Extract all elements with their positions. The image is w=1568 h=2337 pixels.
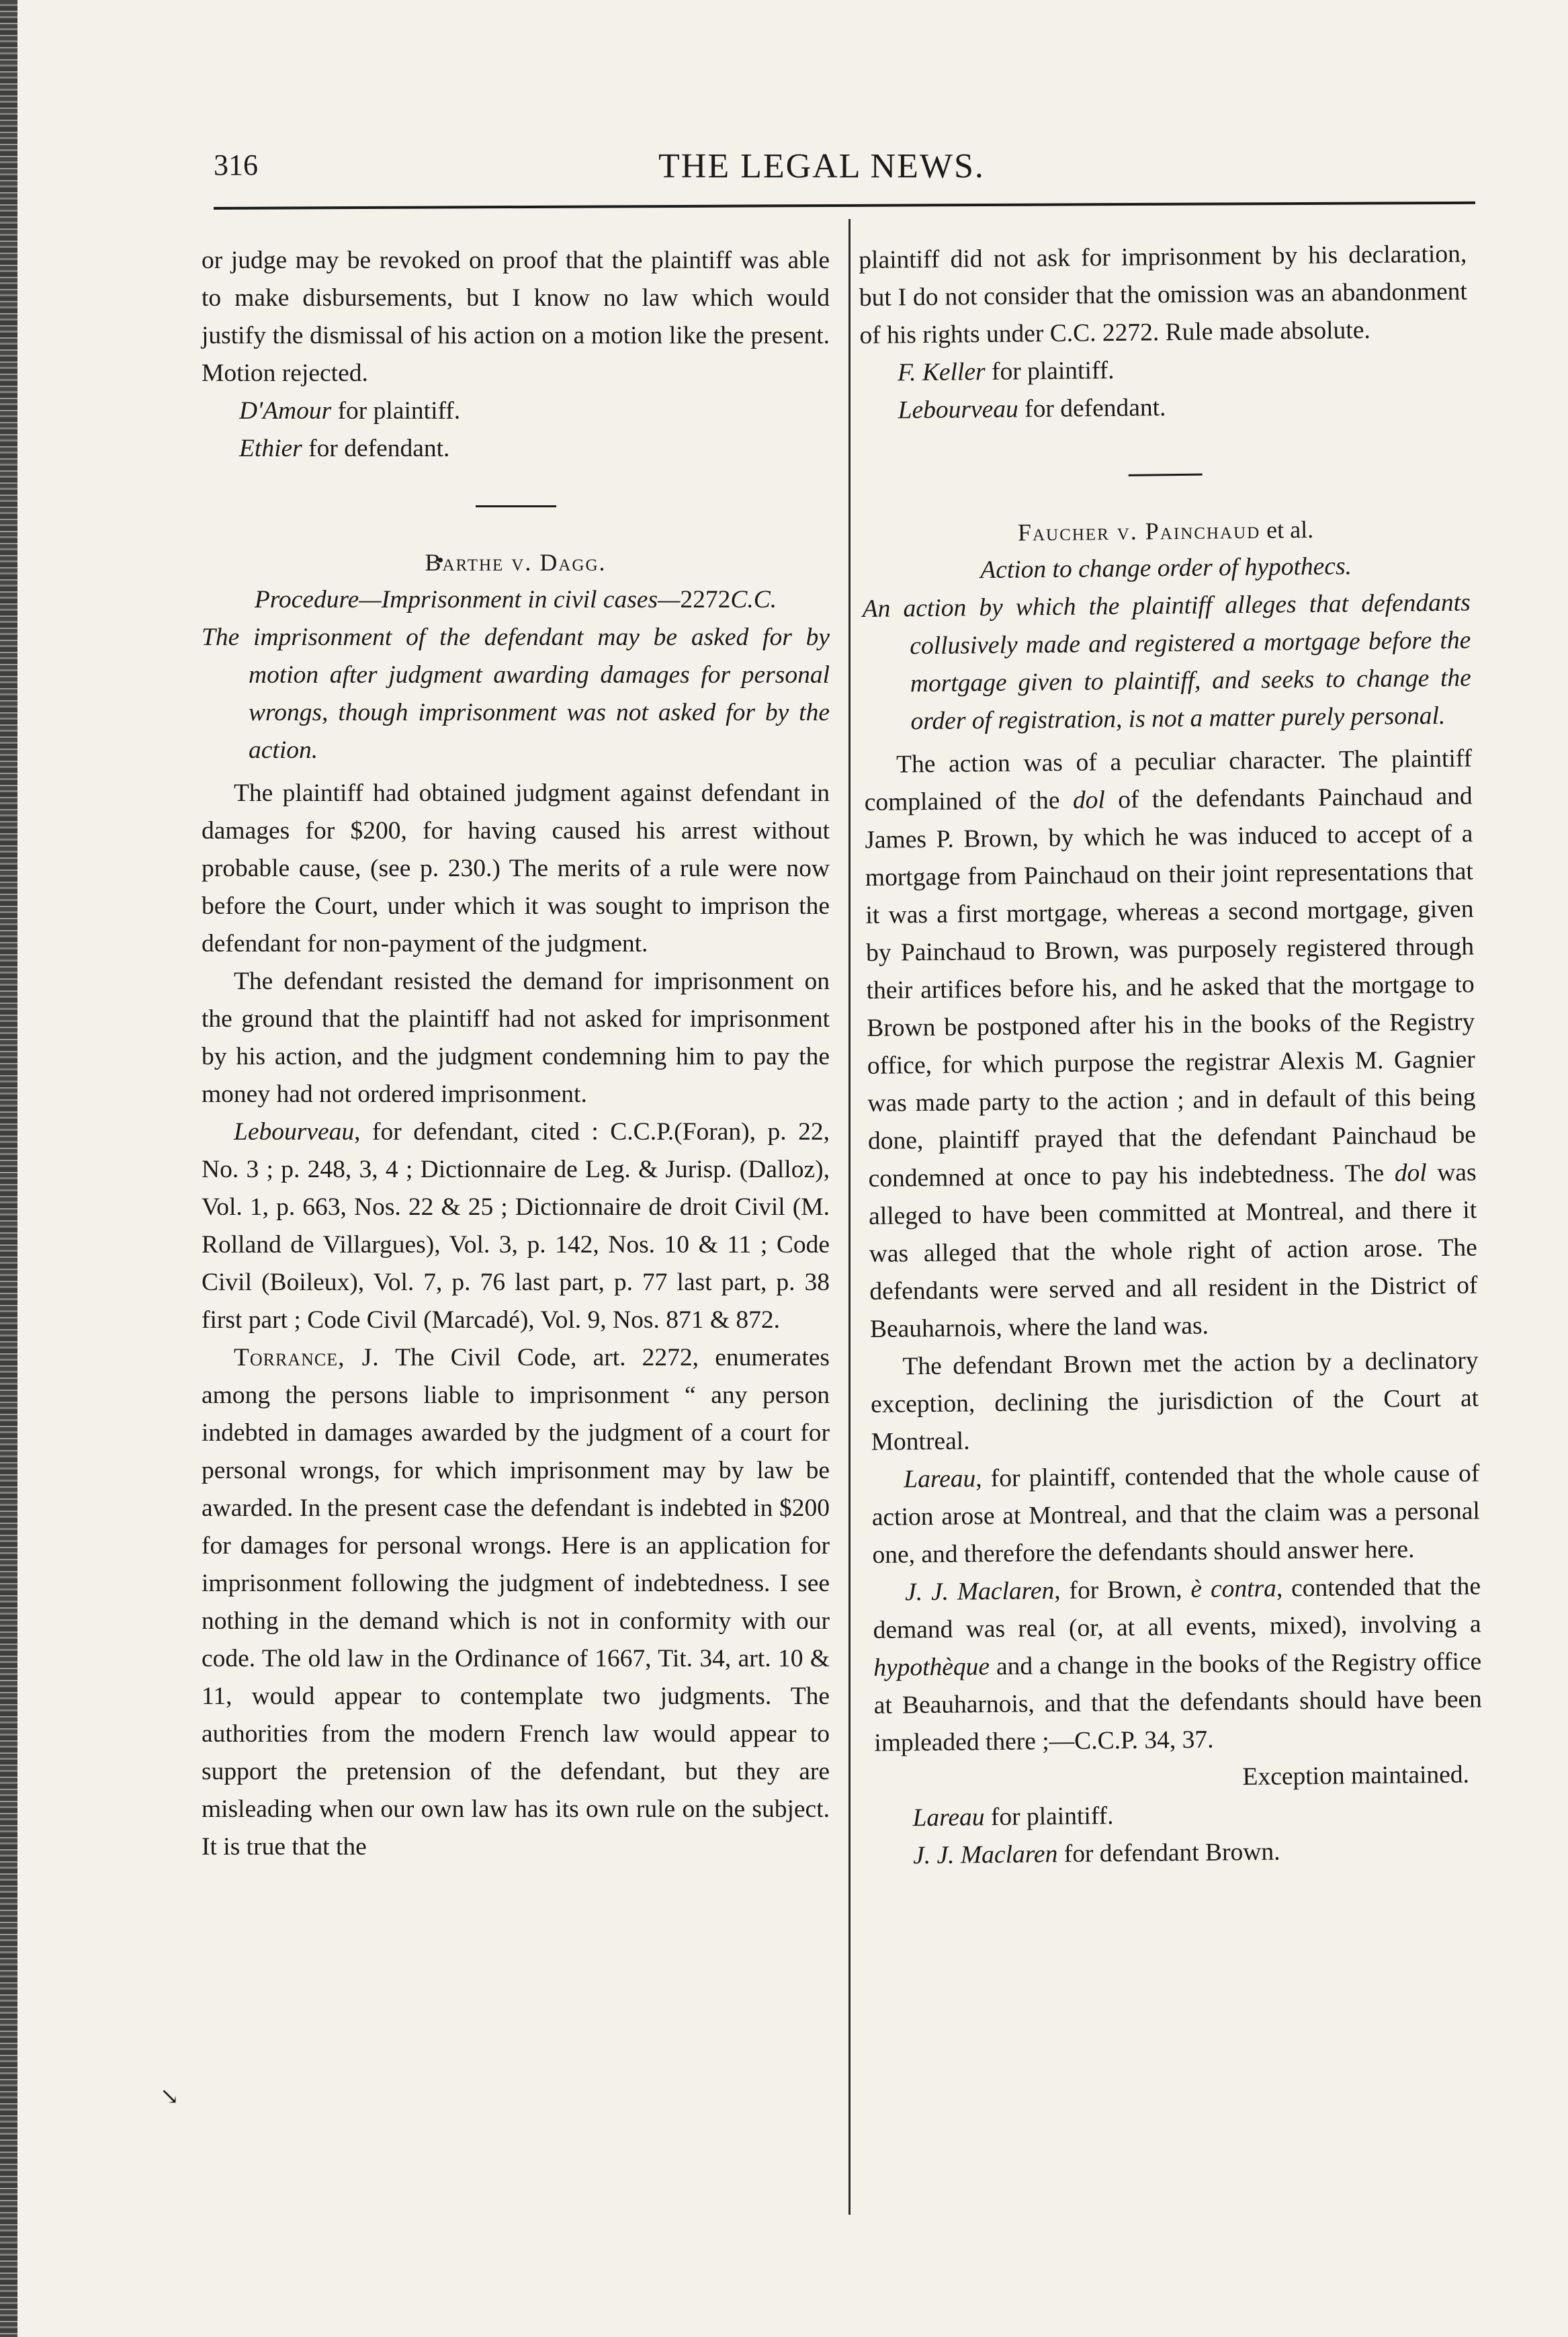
right-counsel-plaintiff-2 bbox=[875, 1793, 1483, 1837]
paragraph bbox=[873, 1568, 1483, 1762]
counsel-name: J. J. Maclaren bbox=[912, 1840, 1058, 1870]
paragraph bbox=[871, 1455, 1481, 1574]
journal-title: THE LEGAL NEWS. bbox=[658, 147, 985, 185]
text-run: The action was of a peculiar character. The plaintiff complained of the bbox=[864, 745, 1473, 816]
right-column bbox=[859, 236, 1483, 1875]
judgment-text: The Civil Code, art. 2272, enumerates among the persons liable to imprisonment “ any person indebted in damages awarded by the judgment of a court for personal wrongs, for which imprisonment may by law be awarded. In the present case the defendant is indebted in $200 for damages for personal wrongs. Here is an application for imprisonment following the judgment of indebtedness. I see nothing in the demand which is not in conformity with our code. The old law in the Ordinance of 1667, Tit. 34, art. 10 & 11, would appear to contemplate two judgments. The authorities from the modern French law would appear to support the pretension of the defendant, but they are misleading when our own law has its own rule on the subject. It is true that the bbox=[202, 1344, 830, 1861]
counsel-name: D'Amour bbox=[239, 397, 332, 425]
case-parties: Faucher v. Painchaud bbox=[1017, 516, 1261, 546]
case-subject bbox=[202, 581, 830, 619]
counsel-name: F. Keller bbox=[897, 358, 986, 387]
right-counsel-plaintiff bbox=[860, 349, 1469, 392]
right-counsel-defendant-2 bbox=[875, 1831, 1484, 1875]
case-title-faucher-painchaud bbox=[861, 509, 1470, 553]
case-et-al: et al. bbox=[1260, 515, 1314, 544]
counsel-name: Lareau bbox=[904, 1465, 976, 1494]
text-italic: dol bbox=[1072, 786, 1106, 814]
subject-prefix: Procedure—Imprisonment in civil cases— bbox=[254, 586, 681, 613]
counsel-name: Lareau bbox=[912, 1803, 985, 1832]
text-italic: hypothèque bbox=[873, 1653, 990, 1682]
case-headnote: An action by which the plaintiff alleges that defendants collusively made and registered a mortgage before the mortgage given to plaintiff, and seeks to change the order of registration, is not a matter purely personal. bbox=[862, 589, 1472, 736]
left-continuation-text: or judge may be revoked on proof that the plaintiff was able to make disbursements, but I know no law which would justify the dismissal of his action on a motion like the present. Motion rejected. bbox=[202, 247, 830, 387]
counsel-role: for defendant. bbox=[1018, 394, 1166, 423]
counsel-name: Ethier bbox=[239, 435, 302, 462]
paragraph-judgment bbox=[202, 1339, 830, 1866]
counsel-role: for plaintiff. bbox=[985, 357, 1115, 386]
text-run: was alleged to have been committed at Montreal, and there it was alleged that the whole right of action arose. The defendants were served and all resident in the District of Beauharnois, where the land was. bbox=[868, 1158, 1478, 1343]
paragraph-citations bbox=[202, 1113, 830, 1339]
text-run: of the defendants Painchaud and James P. Brown, by which he was induced to accept of a mortgage from Painchaud on their joint representations that it was a first mortgage, whereas a second mortgage, given by Painchaud to Brown, was purposely registered through their artifices before his, and he asked that the mortgage to Brown be postponed after his in the books of the Registry office, for which purpose the registrar Alexis M. Gagnier was made party to the action ; and in default of this being done, plaintiff prayed that the defendant Painchaud be condemned at once to pay his indebtedness. The bbox=[865, 782, 1477, 1193]
ruling: Exception maintained. bbox=[1242, 1760, 1470, 1791]
section-rule bbox=[1128, 474, 1202, 476]
citation-text: , for defendant, cited : C.C.P.(Foran), p. 22, No. 3 ; p. 248, 3, 4 ; Dictionnaire de Leg. & Jurisp. (Dalloz), Vol. 1, p. 663, Nos. 22 & 25 ; Dictionnaire de droit Civil (M. Rolland de Villargues), Vol. 3, p. 142, Nos. 10 & 11 ; Code Civil (Boileux), Vol. 7, p. 76 last part, p. 77 last part, p. 38 first part ; Code Civil (Marcadé), Vol. 9, Nos. 871 & 872. bbox=[202, 1118, 830, 1334]
subject-code: 2272 bbox=[680, 586, 731, 613]
paragraph: The plaintiff had obtained judgment against defendant in damages for $200, for having caused his arrest without probable cause, (see p. 230.) The merits of a rule were now before the Court, under which it was sought to imprison the defendant for non-payment of the judgment. bbox=[202, 779, 830, 958]
column-divider bbox=[848, 219, 851, 2215]
paragraph: The defendant resisted the demand for imprisonment on the ground that the plaintiff had not asked for imprisonment by his action, and the judgment condemning him to pay the money had not ordered imprisonment. bbox=[202, 968, 830, 1108]
counsel-role: for plaintiff. bbox=[331, 397, 461, 425]
right-continuation-text: plaintiff did not ask for imprisonment by his declaration, but I do not consider that the omission was an abandonment of his rights under C.C. 2272. Rule made absolute. bbox=[859, 240, 1468, 349]
text-italic: è contra bbox=[1190, 1574, 1277, 1603]
counsel-name: Lebourveau bbox=[898, 395, 1018, 425]
left-column bbox=[202, 242, 830, 1866]
left-counsel-defendant bbox=[202, 430, 830, 468]
case-subject: Action to change order of hypothecs. bbox=[980, 552, 1352, 585]
book-spine-edge bbox=[0, 0, 17, 2337]
text-italic: dol bbox=[1394, 1159, 1427, 1187]
counsel-role: for plaintiff. bbox=[984, 1802, 1114, 1832]
header-rule bbox=[214, 202, 1475, 210]
text-run: , for Brown, bbox=[1054, 1575, 1191, 1605]
page-number: 316 bbox=[214, 148, 258, 181]
counsel-name: J. J. Maclaren bbox=[904, 1577, 1055, 1607]
text-run: and a change in the books of the Registry office at Beauharnois, and that the defendants should have been impleaded there ;—C.C.P. 34, 37. bbox=[873, 1648, 1482, 1757]
counsel-role: for defendant Brown. bbox=[1057, 1838, 1280, 1869]
counsel-role: for defendant. bbox=[302, 435, 450, 462]
section-rule bbox=[476, 505, 556, 507]
case-title-barthe-dagg: Barthe v. Dagg. bbox=[425, 549, 607, 576]
judge-name: Torrance, J. bbox=[234, 1344, 380, 1371]
case-headnote: The imprisonment of the defendant may be asked for by motion after judgment awarding damages for personal wrongs, though imprisonment was not asked for by the action. bbox=[202, 624, 830, 764]
margin-mark: ↘ bbox=[160, 2083, 179, 2110]
counsel-name: Lebourveau bbox=[234, 1118, 355, 1146]
text-run: , contended that the demand was real (or, at all events, mixed), involving a bbox=[873, 1572, 1481, 1644]
right-counsel-defendant bbox=[860, 386, 1469, 430]
paragraph bbox=[864, 740, 1478, 1348]
text-run: , for plaintiff, contended that the whole cause of action arose at Montreal, and that the claim was a personal one, and therefore the defendants should answer here. bbox=[871, 1459, 1481, 1569]
subject-suffix: C.C. bbox=[730, 586, 777, 613]
paragraph: The defendant Brown met the action by a declinatory exception, declining the jurisdiction of the Court at Montreal. bbox=[870, 1347, 1479, 1456]
left-counsel-plaintiff bbox=[202, 392, 830, 430]
